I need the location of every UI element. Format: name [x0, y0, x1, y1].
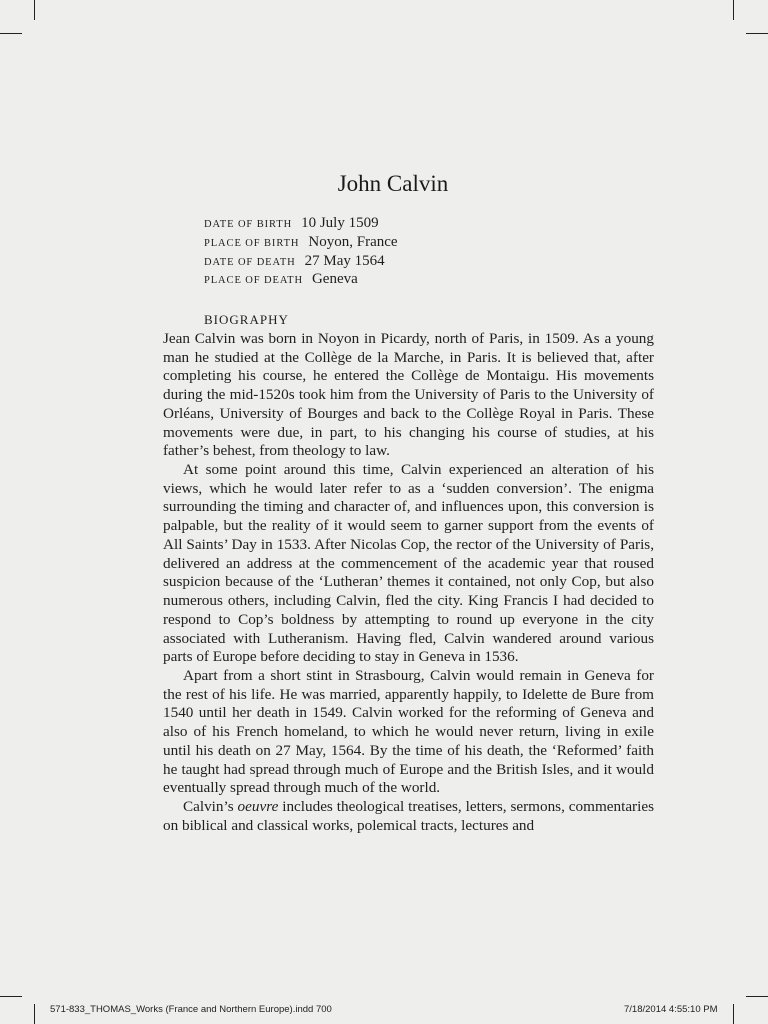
file-info: 571-833_THOMAS_Works (France and Northern Europe).indd 700: [50, 1004, 332, 1015]
paragraph: [163, 330, 654, 461]
crop-mark-top-left-horizontal: [0, 33, 22, 34]
paragraph-text: Jean Calvin was born in Noyon in Picardy, north of Paris, in 1509. As a young man he studied at the Collège de la Marche, in Paris. It is believed that, after completing his course, he entered the Collège de Montaigu. His movements during the mid-1520s took him from the University of Paris to the University of Orléans, University of Bourges and back to the Collège Royal in Paris. These movements were due, in part, to his changing his course of studies, at his father’s behest, from theology to law.: [163, 330, 654, 460]
crop-mark-bottom-left-horizontal: [0, 996, 22, 997]
paragraph-text: includes theological treatises, letters, sermons, commentaries on biblical and classical works, polemical tracts, lectures and: [163, 797, 654, 834]
biographical-facts: [204, 214, 398, 289]
fact-row-place-of-birth: [204, 233, 398, 252]
section-heading: BIOGRAPHY: [204, 312, 289, 327]
crop-mark-top-right-vertical: [733, 0, 734, 20]
fact-value: Geneva: [311, 271, 358, 288]
paragraph: [163, 798, 654, 835]
crop-mark-bottom-right-vertical: [733, 1004, 734, 1024]
page-title: John Calvin: [337, 171, 449, 196]
paragraph: [163, 461, 654, 667]
crop-mark-top-right-horizontal: [746, 33, 768, 34]
paragraph: [163, 667, 654, 798]
fact-row-date-of-birth: [204, 214, 398, 233]
fact-value: 10 July 1509: [301, 215, 379, 231]
crop-mark-top-left-vertical: [34, 0, 35, 20]
fact-value: 27 May 1564: [304, 252, 385, 269]
fact-row-date-of-death: [204, 252, 398, 271]
paragraph-text: Calvin’s: [183, 797, 238, 815]
crop-mark-bottom-left-vertical: [34, 1004, 35, 1024]
fact-label: PLACE OF BIRTH: [204, 237, 300, 249]
fact-label: DATE OF DEATH: [204, 256, 296, 268]
fact-value: Noyon, France: [308, 233, 398, 250]
paragraph-text: Apart from a short stint in Strasbourg, Calvin would remain in Geneva for the rest of his life. He was married, apparently happily, to Idelette de Bure from 1540 until her death in 1549. Calvin worked for the reforming of Geneva and also of his French homeland, to which he would never return, living in exile until his death on 27 May, 1564. By the time of his death, the ‘Reformed’ faith he taught had spread through much of Europe and the British Isles, and it would eventually spread through much of the world.: [163, 666, 654, 797]
fact-row-place-of-death: [204, 270, 398, 289]
fact-label: PLACE OF DEATH: [204, 275, 303, 287]
body-text: [163, 330, 654, 835]
italic-term: oeuvre: [237, 797, 279, 815]
paragraph-text: At some point around this time, Calvin experienced an alteration of his views, which he would later refer to as a ‘sudden conversion’. The enigma surrounding the timing and character of, and influences upon, this conversion is palpable, but the reality of it would seem to garner support from the events of All Saints’ Day in 1533. After Nicolas Cop, the rector of the University of Paris, delivered an address at the commencement of the academic year that roused suspicion because of the ‘Lutheran’ themes it contained, not only Cop, but also numerous others, including Calvin, fled the city. King Francis I had decided to respond to Cop’s boldness by attempting to round up everyone in the city associated with Lutheranism. Having fled, Calvin wandered around various parts of Europe before deciding to stay in Geneva in 1536.: [163, 461, 654, 666]
print-timestamp: 7/18/2014 4:55:10 PM: [624, 1004, 718, 1015]
crop-mark-bottom-right-horizontal: [746, 996, 768, 997]
fact-label: DATE OF BIRTH: [204, 219, 293, 230]
